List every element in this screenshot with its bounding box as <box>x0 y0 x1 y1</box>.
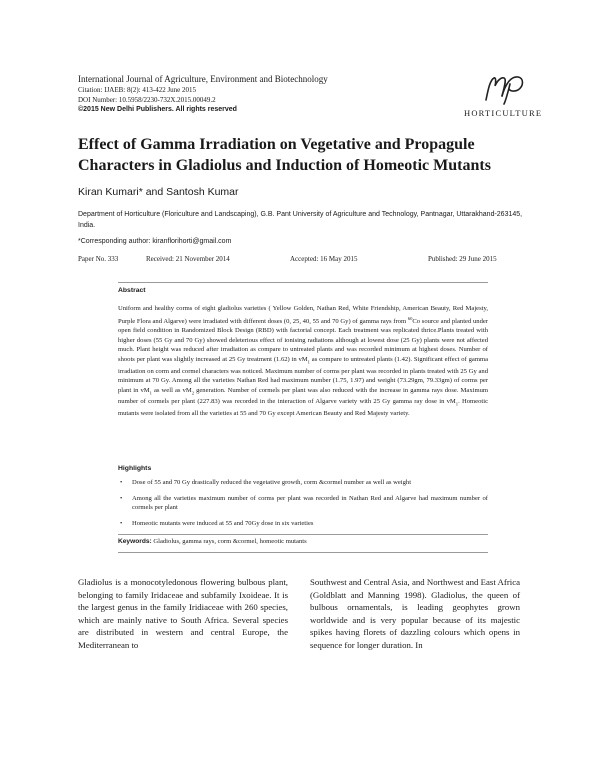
keywords <box>118 538 307 545</box>
section-label: HORTICULTURE <box>464 108 543 118</box>
keywords-text: Gladiolus, gamma rays, corm &cormel, homeotic mutants <box>151 538 307 545</box>
authors: Kiran Kumari* and Santosh Kumar <box>78 186 239 198</box>
article-title: Effect of Gamma Irradiation on Vegetative and Propagule Characters in Gladiolus and Induction of Homeotic Mutants <box>78 136 491 174</box>
abstract-text: Uniform and healthy corms of eight gladiolus varieties ( Yellow Golden, Nathan Red, White Friendship, American Beauty, Red Majesty, Purple Flora and Algarve) were irradiated with different doses (0, 25, 40, 55 and 70 Gy) of gamma rays from $^{60}$Co source and planted under open field condition in Randomized Block Design (RBD) with factorial concept. Each treatment was replicated thrice.Plants treated with higher doses (55 Gy and 70 Gy) showed deleterious effect of ionising radiations although at lowest dose (25 Gy) plants were not affected much. Plant height was reduced after irradiation as compare to untreated plants and was recorded minimum at highest doses. Number of shoots per plant was slightly increased at 25 Gy treatment (1.62) in $vM_1$ as compare to untreated plants (1.42). Significant effect of gamma irradiation on corm and cormel characters was noticed. Maximum number of corms per plant was recorded in plants treated with 25 Gy and minimum at 70 Gy. Among all the varieties Nathan Red had maximum number (1.75, 1.97) and weight (73.29gm, 79.33gm) of corms per plant in $vM_1$ as well as $vM_2$ generation. Number of cormels per plant was also reduced with the increase in gamma rays dose. Maximum number of cormels per plant (227.83) was recorded in the interaction of Algarve variety with 25 Gy gamma ray dose in $vM_1$. Homeotic mutants were isolated from all the varieties at 55 and 70 Gy except American Beauty and Red Majesty variety. <box>118 305 489 418</box>
list-item: • Among all the varieties maximum number of corms per plant was recorded in Nathan Red and Algarve had maximum number of cormels per plant <box>120 494 488 511</box>
highlights-list <box>118 478 488 534</box>
received-date: Received: 21 November 2014 <box>146 255 230 263</box>
paper-number: Paper No. 333 <box>78 255 119 263</box>
keywords-label: Keywords: <box>118 538 152 545</box>
list-item: • Homeotic mutants were induced at 55 and 70Gy dose in six varieties <box>120 519 314 527</box>
abstract <box>118 287 488 419</box>
corresponding-author: *Corresponding author: kiranflorihorti@gmail.com <box>78 238 232 245</box>
abstract-top-rule <box>118 282 488 283</box>
copyright: ©2015 New Delhi Publishers. All rights reserved <box>78 106 237 113</box>
accepted-date: Accepted: 16 May 2015 <box>290 255 358 263</box>
highlights-heading: Highlights <box>118 465 152 472</box>
body-column-left: Gladiolus is a monocotyledonous flowering bulbous plant, belonging to family Iridaceae and subfamily Ixoideae. It is the largest genus in the family Iridiaceae with 260 species, which are mainly native to South Africa. Several species are distributed in western and central Europe, the Mediterranean to <box>78 577 288 650</box>
body-column-right: Southwest and Central Asia, and Northwest and East Africa (Goldblatt and Manning 1998). Gladiolus, the queen of bulbous ornamentals, is leading geophytes grown worldwide and is very popular because of its majestic spikes having florets of dazzling colours which opens in sequence for longer duration. In <box>310 577 520 650</box>
doi: DOI Number: 10.5958/2230-732X.2015.00049.2 <box>78 95 216 104</box>
citation-block <box>78 86 237 115</box>
abstract-heading: Abstract <box>118 287 146 294</box>
published-date: Published: 29 June 2015 <box>428 255 497 263</box>
keywords-top-rule <box>118 534 488 535</box>
affiliation: Department of Horticulture (Floriculture and Landscaping), G.B. Pant University of Agriculture and Technology, Pantnagar, Uttarakhand-263145, India. <box>78 211 523 229</box>
list-item: • Dose of 55 and 70 Gy drastically reduced the vegetative growth, corm &cormel number as well as weight <box>120 479 412 486</box>
citation: Citation: IJAEB: 8(2): 413-422 June 2015 <box>78 86 197 94</box>
np-publisher-logo-icon <box>480 72 530 106</box>
keywords-bottom-rule <box>118 552 488 553</box>
journal-name: International Journal of Agriculture, Environment and Biotechnology <box>78 74 328 84</box>
